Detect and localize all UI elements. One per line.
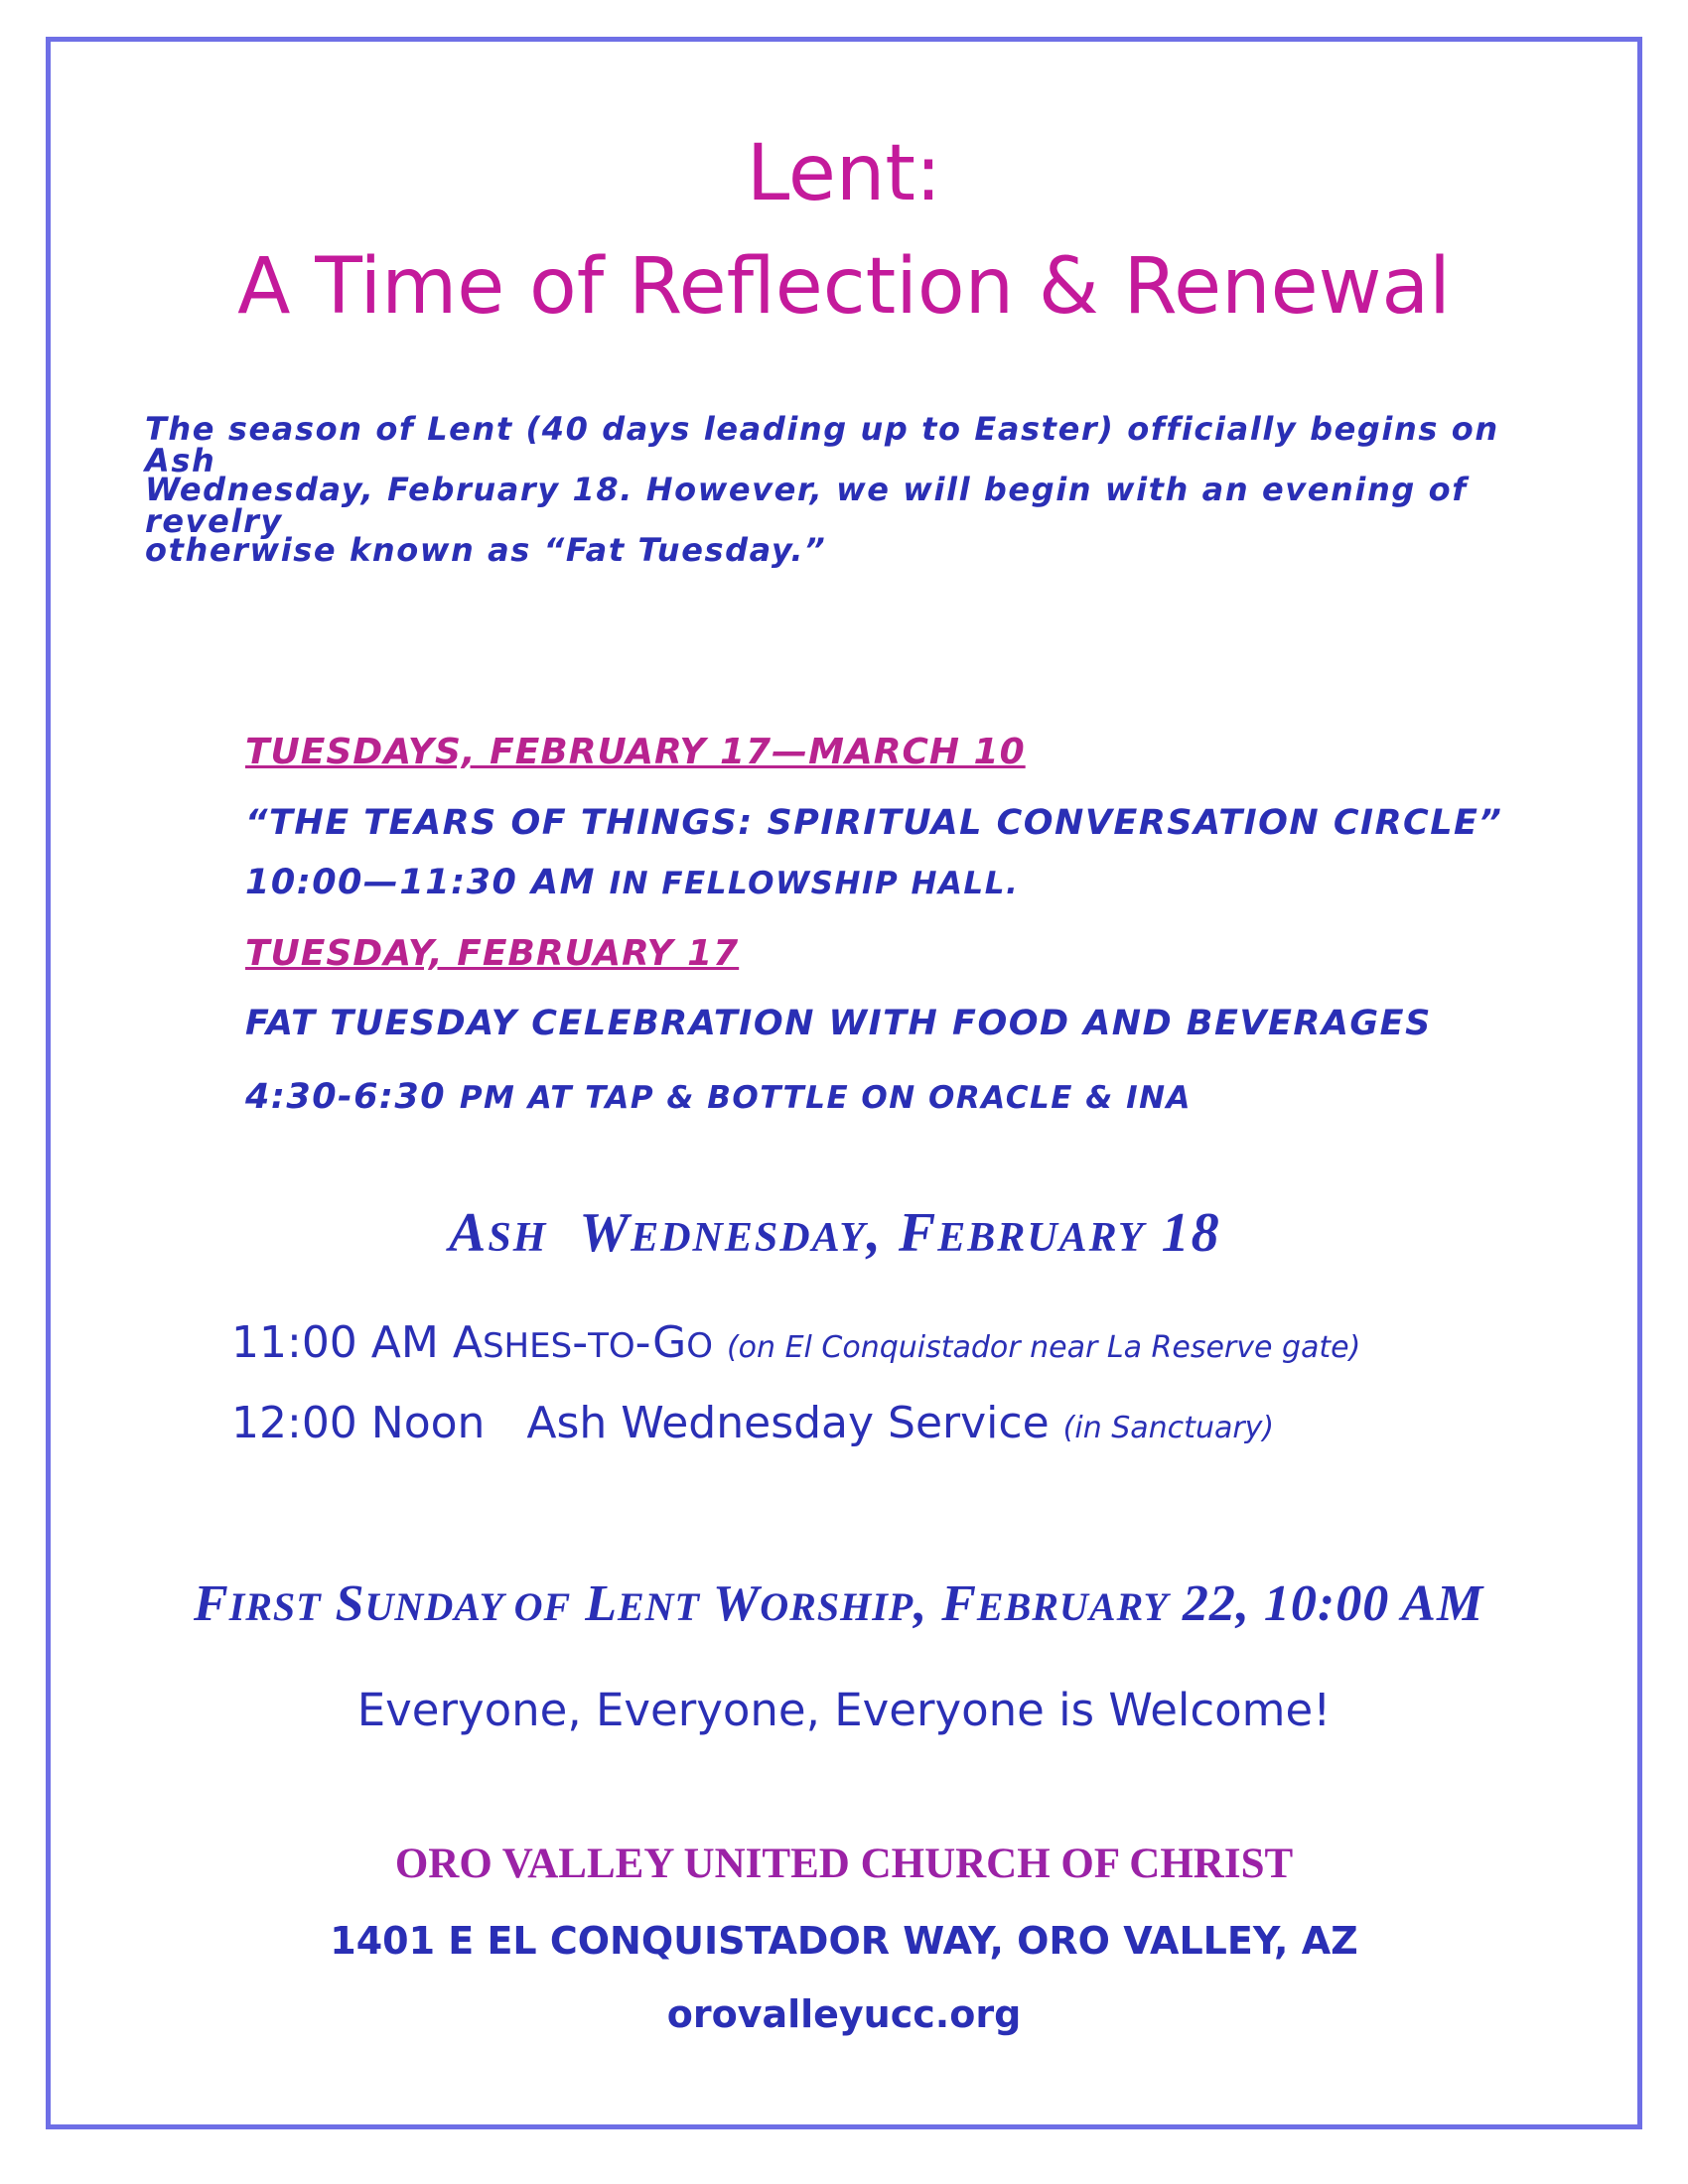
ash-item-1-name-part: A: [452, 1317, 483, 1368]
title-line-2: A Time of Reflection & Renewal: [237, 242, 1451, 332]
ash-wednesday-heading: [449, 1202, 1221, 1264]
event-1-place: IN FELLOWSHIP HALL.: [609, 866, 1020, 901]
ash-item-1-note: (on El Conquistador near La Reserve gate): [726, 1330, 1361, 1365]
intro-line-2: Wednesday, February 18. However, we will begin with an evening of revelry: [145, 471, 1468, 540]
event-1-title: “THE TEARS OF THINGS: SPIRITUAL CONVERSATION CIRCLE”: [245, 803, 1503, 843]
event-1-time: 10:00—11:30 AM: [245, 863, 596, 902]
sunday-heading-part: S: [321, 1575, 365, 1632]
ash-heading-part: 18: [1145, 1202, 1221, 1264]
sunday-heading-part: IRST: [228, 1584, 322, 1629]
ash-heading-part: A: [449, 1202, 489, 1264]
ash-heading-part: SH: [488, 1215, 548, 1261]
event-2-time: 4:30-6:30: [245, 1077, 447, 1117]
sunday-heading-part: EBRUARY: [976, 1584, 1169, 1629]
event-2-place: PM AT TAP & BOTTLE ON ORACLE & INA: [459, 1080, 1193, 1116]
ash-item-1-name-part: SHES: [482, 1326, 573, 1366]
ash-item-1-name-part: TO: [588, 1326, 635, 1366]
title-line-1: Lent:: [746, 129, 942, 218]
sunday-heading-part: UNDAY OF: [364, 1584, 572, 1629]
ash-item-1-name-part: -G: [634, 1317, 687, 1368]
ash-item-1-name: [453, 1317, 713, 1368]
sunday-heading-part: L: [571, 1575, 618, 1632]
ash-heading-part: W: [579, 1202, 632, 1264]
church-address: 1401 E EL CONQUISTADOR WAY, ORO VALLEY, AZ: [330, 1919, 1358, 1963]
first-sunday-heading: [194, 1575, 1484, 1632]
ash-heading-part: EBRUARY: [937, 1215, 1146, 1261]
ash-heading-part: EDNESDAY: [631, 1215, 867, 1261]
event-2-details: [245, 1077, 1193, 1117]
event-1-details: [245, 863, 1020, 902]
sunday-heading-part: W: [699, 1575, 761, 1632]
ash-item-1: [231, 1317, 1361, 1368]
welcome-message: Everyone, Everyone, Everyone is Welcome!: [356, 1684, 1332, 1736]
ash-item-2: [231, 1398, 1275, 1448]
sunday-heading-part: F: [194, 1575, 229, 1632]
church-name: ORO VALLEY UNITED CHURCH OF CHRIST: [394, 1841, 1294, 1887]
sunday-heading-part: 22, 10:00 AM: [1168, 1575, 1484, 1632]
intro-line-3: otherwise known as “Fat Tuesday.”: [145, 531, 827, 569]
event-2-title: FAT TUESDAY CELEBRATION WITH FOOD AND BEVERAGES: [245, 1004, 1432, 1043]
event-2-heading: TUESDAY, FEBRUARY 17: [245, 933, 740, 974]
event-1-heading: TUESDAYS, FEBRUARY 17—MARCH 10: [245, 732, 1026, 772]
ash-item-2-note: (in Sanctuary): [1062, 1411, 1275, 1445]
sunday-heading-part: ENT: [617, 1584, 700, 1629]
ash-item-1-time: 11:00 AM: [231, 1317, 439, 1368]
ash-item-2-name: Ash Wednesday Service: [526, 1398, 1050, 1448]
intro-line-1: The season of Lent (40 days leading up to Easter) officially begins on Ash: [145, 410, 1499, 479]
ash-item-1-name-part: O: [686, 1326, 713, 1366]
church-website[interactable]: orovalleyucc.org: [666, 1992, 1022, 2036]
ash-item-1-name-part: -: [572, 1317, 589, 1368]
sunday-heading-part: , F: [914, 1575, 977, 1632]
ash-item-2-time: 12:00 Noon: [231, 1398, 486, 1448]
ash-heading-part: , F: [866, 1202, 938, 1264]
sunday-heading-part: ORSHIP: [760, 1584, 914, 1629]
